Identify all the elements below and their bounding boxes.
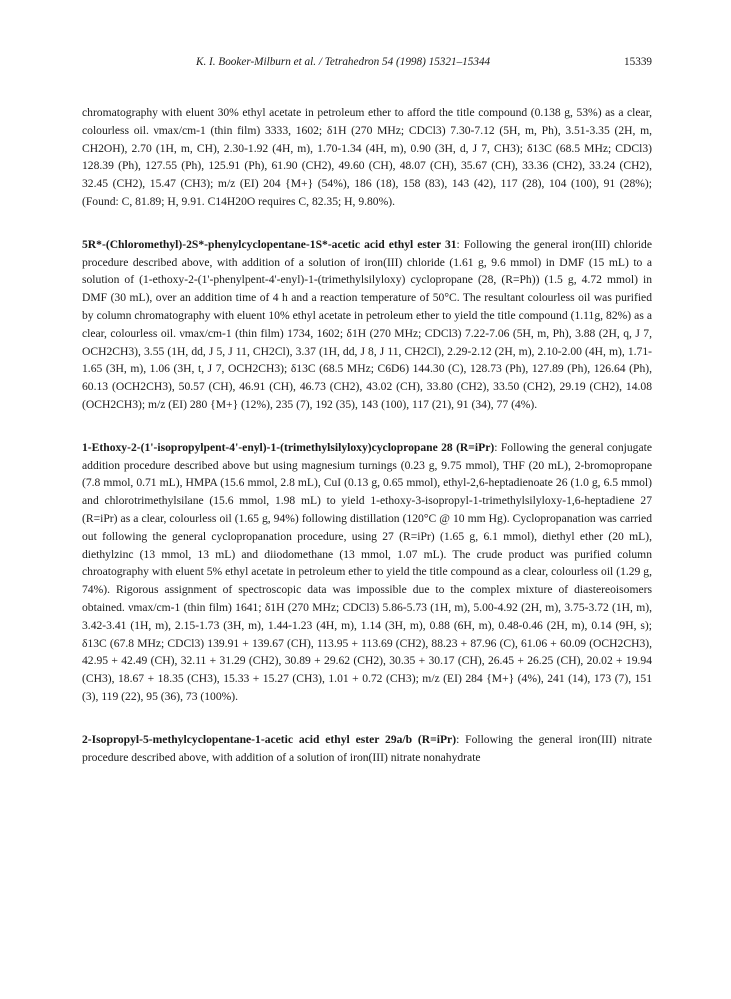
paragraph-text: : Following the general iron(III) nitrate procedure described above, with addition of a solution of iron(III) nitrate nonahydrate	[82, 732, 652, 764]
compound-heading: 5R*-(Chloromethyl)-2S*-phenylcyclopentane-1S*-acetic acid ethyl ester 31	[82, 237, 457, 251]
page-number: 15339	[624, 56, 652, 68]
paragraph-compound-continuation	[82, 104, 652, 211]
compound-heading: 1-Ethoxy-2-(1'-isopropylpent-4'-enyl)-1-(trimethylsilyloxy)cyclopropane 28 (R=iPr)	[82, 440, 495, 454]
paragraph-compound-31	[82, 236, 652, 414]
compound-heading: 2-Isopropyl-5-methylcyclopentane-1-acetic acid ethyl ester 29a/b (R=iPr)	[82, 732, 457, 746]
page-header	[82, 56, 652, 72]
paragraph-text: : Following the general conjugate addition procedure described above but using magnesium turnings (0.23 g, 9.75 mmol), THF (20 mL), 2-bromopropane (7.8 mmol, 0.71 mL), HMPA (15.6 mmol, 2.8 mL), CuI (0.13 g, 0.65 mmol), ethyl-2,6-heptadienoate 26 (1.0 g, 6.5 mmol) and chlorotrimethylsilane (15.6 mmol, 1.98 mL) to yield 1-ethoxy-3-isopropyl-1-trimethylsilyloxy-1,6-heptadiene 27 (R=iPr) as a clear, colourless oil (1.65 g, 94%) following distillation (120°C @ 10 mm Hg). Cyclopropanation was carried out following the general cyclopropanation procedure, using 27 (R=iPr) (1.65 g, 6.1 mmol), diethyl ether (20 mL), diethylzinc (13 mmol, 13 mL) and diiodomethane (13 mmol, 1.07 mL). The crude product was purified column chroatography with eluent 5% ethyl acetate in petroleum ether to yield the title compound as a clear, colourless oil (1.29 g, 74%). Rigorous assignment of spectroscopic data was impossible due to the complex mixture of diastereoisomers obtained. νmax/cm-1 (thin film) 1641; δ1H (270 MHz; CDCl3) 5.86-5.73 (1H, m), 5.00-4.92 (2H, m), 3.75-3.72 (1H, m), 3.42-3.41 (1H, m), 2.15-1.73 (3H, m), 1.44-1.23 (4H, m), 1.14 (3H, m), 0.88 (6H, m), 0.48-0.46 (2H, m), 0.14 (9H, s); δ13C (67.8 MHz; CDCl3) 139.91 + 139.67 (CH), 113.95 + 113.69 (CH2), 88.23 + 87.96 (C), 61.06 + 60.09 (OCH2CH3), 42.95 + 42.49 (CH), 32.11 + 31.29 (CH2), 30.89 + 29.62 (CH2), 30.35 + 30.17 (CH), 26.45 + 26.25 (CH), 20.02 + 19.94 (CH3), 18.67 + 18.35 (CH3), 15.33 + 15.27 (CH3), 1.01 + 0.72 (CH3); m/z (EI) 284 {M+} (4%), 241 (14), 173 (7), 151 (3), 119 (22), 95 (36), 73 (100%).	[82, 440, 652, 703]
paragraph-compound-28	[82, 439, 652, 706]
paragraph-text: : Following the general iron(III) chloride procedure described above, with addition of a solution of iron(III) chloride (1.61 g, 9.6 mmol) in DMF (15 mL) to a solution of (1-ethoxy-2-(1'-phenylpent-4'-enyl)-1-(trimethylsilyloxy) cyclopropane (28, (R=Ph)) (1.5 g, 4.72 mmol) in DMF (30 mL), over an addition time of 4 h and a reaction temperature of 50°C. The resultant colourless oil was purified by column chromatography with eluent 10% ethyl acetate in petroleum ether to yield the title compound (1.11g, 82%) as a clear, colourless oil. νmax/cm-1 (thin film) 1734, 1602; δ1H (270 MHz; CDCl3) 7.22-7.06 (5H, m, Ph), 3.88 (2H, q, J 7, OCH2CH3), 3.55 (1H, dd, J 5, J 11, CH2Cl), 3.37 (1H, dd, J 8, J 11, CH2Cl), 2.29-2.12 (2H, m), 2.10-2.00 (4H, m), 1.71-1.65 (3H, m), 1.06 (3H, t, J 7, OCH2CH3); δ13C (68.5 MHz; C6D6) 144.30 (C), 128.73 (Ph), 127.89 (Ph), 126.64 (Ph), 60.13 (OCH2CH3), 50.57 (CH), 46.91 (CH), 46.73 (CH2), 43.02 (CH), 33.80 (CH2), 33.50 (CH2), 29.19 (CH2), 14.08 (OCH2CH3); m/z (EI) 280 {M+} (12%), 235 (7), 192 (35), 143 (100), 117 (21), 91 (34), 77 (4%).	[82, 237, 652, 411]
article-body	[82, 104, 652, 766]
running-head: K. I. Booker-Milburn et al. / Tetrahedron 54 (1998) 15321–15344	[196, 56, 491, 68]
paragraph-compound-29	[82, 731, 652, 767]
paragraph-text: chromatography with eluent 30% ethyl acetate in petroleum ether to afford the title compound (0.138 g, 53%) as a clear, colourless oil. νmax/cm-1 (thin film) 3333, 1602; δ1H (270 MHz; CDCl3) 7.30-7.12 (5H, m, Ph), 3.51-3.35 (2H, m, CH2OH), 2.70 (1H, m, CH), 2.30-1.92 (4H, m), 1.70-1.34 (4H, m), 0.90 (3H, d, J 7, CH3); δ13C (68.5 MHz; CDCl3) 128.39 (Ph), 127.55 (Ph), 125.91 (Ph), 61.90 (CH2), 49.60 (CH), 48.07 (CH), 35.67 (CH), 33.36 (CH2), 33.24 (CH2), 32.45 (CH2), 15.47 (CH3); m/z (EI) 204 {M+} (54%), 186 (18), 158 (83), 143 (42), 117 (28), 104 (100), 91 (28%); (Found: C, 81.89; H, 9.91. C14H20O requires C, 82.35; H, 9.80%).	[82, 106, 652, 208]
